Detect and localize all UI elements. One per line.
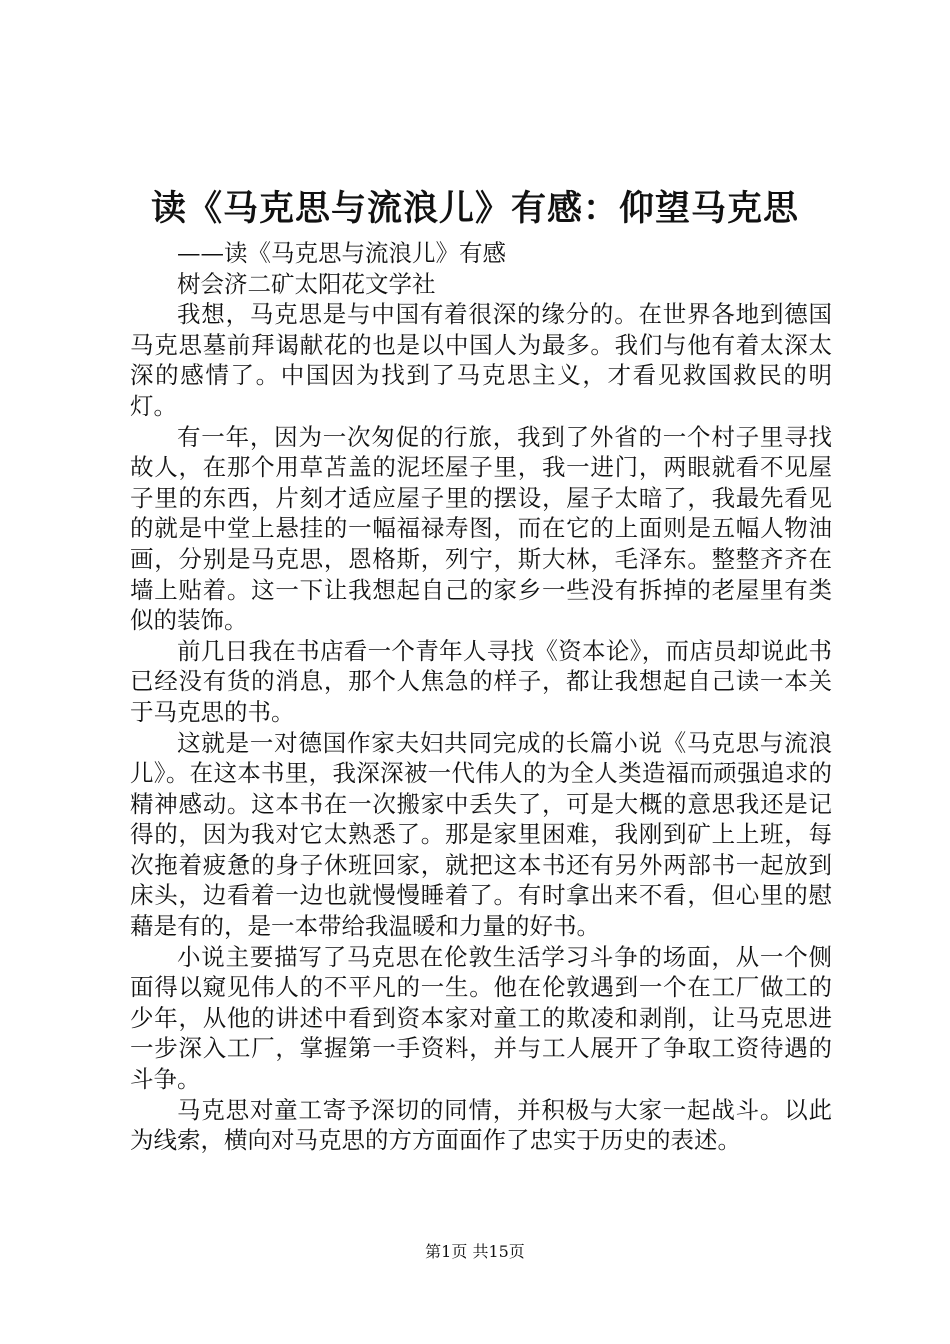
paragraph-5: 小说主要描写了马克思在伦敦生活学习斗争的场面，从一个侧面得以窥见伟人的不平凡的一生。他在伦敦遇到一个在工厂做工的少年，从他的讲述中看到资本家对童工的欺凌和剥削，让马克思进一步深入工厂，掌握第一手资料，并与工人展开了争取工资待遇的斗争。 [130,942,832,1094]
document-title: 读《马克思与流浪儿》有感：仰望马克思 [150,188,799,229]
page-number-footer: 第1页 共15页 [425,1242,525,1261]
document-subtitle: ——读《马克思与流浪儿》有感 [177,239,506,267]
paragraph-6: 马克思对童工寄予深切的同情，并积极与大家一起战斗。以此为线索，横向对马克思的方方面面作了忠实于历史的表述。 [130,1095,832,1155]
paragraph-2: 有一年，因为一次匆促的行旅，我到了外省的一个村子里寻找故人，在那个用草苫盖的泥坯屋子里，我一进门，两眼就看不见屋子里的东西，片刻才适应屋子里的摆设，屋子太暗了，我最先看见的就是中堂上悬挂的一幅福禄寿图，而在它的上面则是五幅人物油画，分别是马克思，恩格斯，列宁，斯大林，毛泽东。整整齐齐在墙上贴着。这一下让我想起自己的家乡一些没有拆掉的老屋里有类似的装饰。 [130,422,832,635]
paragraph-4: 这就是一对德国作家夫妇共同完成的长篇小说《马克思与流浪儿》。在这本书里，我深深被一代伟人的为全人类造福而顽强追求的精神感动。这本书在一次搬家中丢失了，可是大概的意思我还是记得的，因为我对它太熟悉了。那是家里困难，我刚到矿上上班，每次拖着疲惫的身子休班回家，就把这本书还有另外两部书一起放到床头，边看着一边也就慢慢睡着了。有时拿出来不看，但心里的慰藉是有的，是一本带给我温暖和力量的好书。 [130,728,832,941]
paragraph-1: 我想，马克思是与中国有着很深的缘分的。在世界各地到德国马克思墓前拜谒献花的也是以中国人为最多。我们与他有着太深太深的感情了。中国因为找到了马克思主义，才看见救国救民的明灯。 [130,300,832,420]
paragraph-3: 前几日我在书店看一个青年人寻找《资本论》，而店员却说此书已经没有货的消息，那个人焦急的样子，都让我想起自己读一本关于马克思的书。 [130,636,832,726]
document-body [130,238,832,1156]
document-author: 树会济二矿太阳花文学社 [177,269,436,298]
